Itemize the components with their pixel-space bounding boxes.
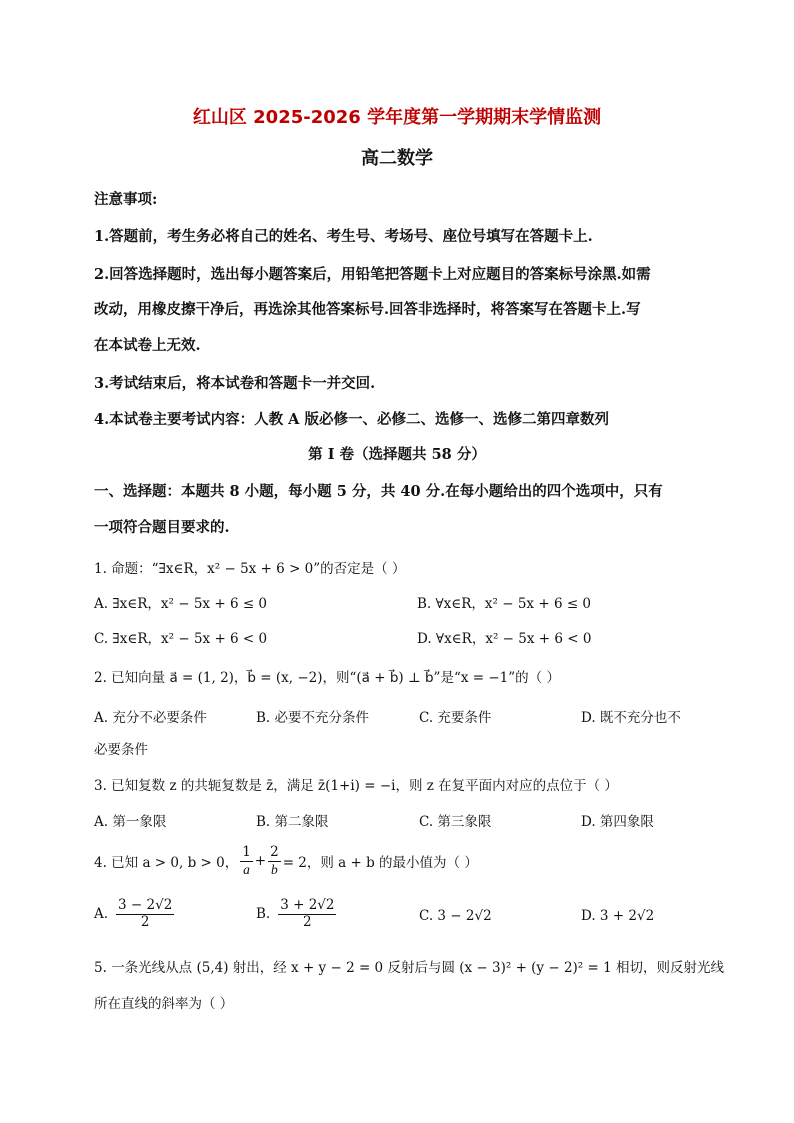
question-4-option-b-label: B.	[256, 906, 271, 923]
question-4-fraction-2-numerator: 2	[270, 844, 279, 860]
question-4-option-a	[94, 898, 174, 930]
question-4-option-a-numerator: 3 − 2√2	[118, 897, 173, 913]
question-4-option-b-fraction	[278, 898, 336, 930]
question-5-stem-line-1: 5. 一条光线从点 (5,4) 射出，经 x + y − 2 = 0 反射后与圆 (x − 3)² + (y − 2)² = 1 相切，则反射光线	[94, 960, 724, 976]
question-2-option-a: A. 充分不必要条件	[94, 710, 207, 726]
question-4-option-b	[256, 898, 336, 930]
notice-heading: 注意事项:	[94, 191, 158, 208]
question-4-fraction-2	[268, 845, 281, 877]
question-1-stem-main: 1. 命题：“∃x∈R，x² − 5x + 6 > 0”的	[94, 561, 334, 577]
question-4-fraction-1-denominator: a	[243, 861, 250, 877]
question-4-stem-post: = 2，则 a + b 的最小值为（ ）	[282, 855, 478, 872]
question-4-option-a-fraction	[116, 898, 174, 930]
question-4-stem	[94, 845, 478, 877]
notice-item-1: 1.答题前，考生务必将自己的姓名、考生号、考场号、座位号填写在答题卡上.	[94, 228, 593, 245]
question-3-option-d: D. 第四象限	[581, 814, 654, 830]
question-2-option-c: C. 充要条件	[419, 710, 492, 726]
notice-item-4: 4.本试卷主要考试内容：人教 A 版必修一、必修二、选修一、选修二第四章数列	[94, 411, 609, 428]
question-4-fraction-1-numerator: 1	[242, 844, 251, 860]
notice-item-2-line-3: 在本试卷上无效.	[94, 337, 201, 354]
question-3-option-b: B. 第二象限	[256, 814, 329, 830]
question-5-stem-line-2: 所在直线的斜率为（ ）	[94, 996, 234, 1012]
notice-item-3: 3.考试结束后，将本试卷和答题卡一并交回.	[94, 375, 376, 392]
question-1-option-b: B. ∀x∈R，x² − 5x + 6 ≤ 0	[417, 596, 592, 612]
question-3-option-a: A. 第一象限	[94, 814, 167, 830]
exam-title: 红山区 2025-2026 学年度第一学期期末学情监测	[192, 107, 602, 128]
question-4-fraction-2-denominator: b	[271, 861, 278, 877]
question-1-option-a: A. ∃x∈R，x² − 5x + 6 ≤ 0	[94, 596, 268, 612]
question-4-plus: +	[254, 853, 267, 870]
question-1-stem-tail: 否定是（ ）	[333, 561, 406, 577]
question-4-stem-pre: 4. 已知 a > 0, b > 0，	[94, 855, 239, 872]
question-4-option-b-numerator: 3 + 2√2	[280, 897, 335, 913]
question-2-stem: 2. 已知向量 a⃗ = (1, 2)，b⃗ = (x, −2)，则“(a⃗ + b⃗) ⊥ b⃗”是“x = −1”的（ ）	[94, 670, 560, 686]
part-one-heading: 第 I 卷（选择题共 58 分）	[308, 446, 486, 463]
section-one-line-1: 一、选择题：本题共 8 小题，每小题 5 分，共 40 分.在每小题给出的四个选项中，只有	[94, 483, 663, 500]
question-2-option-d: D. 既不充分也不	[581, 710, 681, 726]
question-1-option-d: D. ∀x∈R，x² − 5x + 6 < 0	[417, 631, 592, 647]
question-4-option-a-denominator: 2	[140, 913, 150, 930]
section-one-line-2: 一项符合题目要求的.	[94, 519, 230, 536]
notice-item-2-line-2: 改动，用橡皮擦干净后，再选涂其他答案标号.回答非选择时，将答案写在答题卡上.写	[94, 301, 641, 318]
question-3-option-c: C. 第三象限	[419, 814, 492, 830]
question-1-option-c: C. ∃x∈R，x² − 5x + 6 < 0	[94, 631, 268, 647]
question-2-option-d-continued: 必要条件	[94, 742, 148, 758]
question-2-option-b: B. 必要不充分条件	[256, 710, 370, 726]
question-4-option-c: C. 3 − 2√2	[419, 908, 492, 924]
question-4-fraction-1	[240, 845, 253, 877]
subject-title: 高二数学	[361, 148, 433, 169]
question-3-stem: 3. 已知复数 z 的共轭复数是 z̄，满足 z̄(1+i) = −i，则 z 在复平面内对应的点位于（ ）	[94, 778, 618, 794]
notice-item-2-line-1: 2.回答选择题时，选出每小题答案后，用铅笔把答题卡上对应题目的答案标号涂黑.如需	[94, 266, 651, 283]
question-4-option-a-label: A.	[94, 906, 109, 923]
question-4-option-b-denominator: 2	[303, 913, 312, 930]
question-1-stem	[94, 557, 405, 577]
question-4-option-d: D. 3 + 2√2	[581, 908, 655, 924]
